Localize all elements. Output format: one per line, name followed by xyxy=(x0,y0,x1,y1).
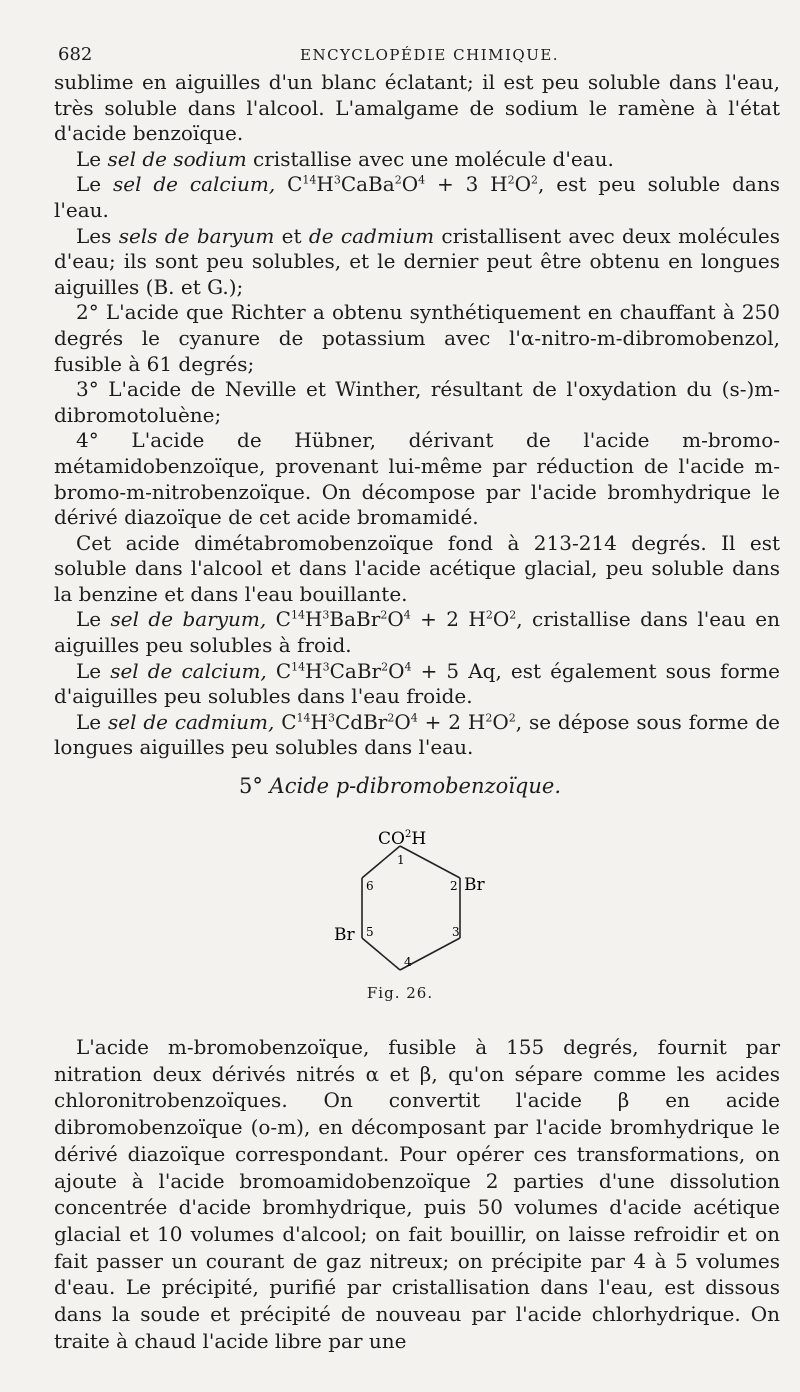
text-block-top xyxy=(54,70,780,761)
substituent-br-left: Br xyxy=(334,925,355,945)
paragraph-item-2: 2° L'acide que Richter a obtenu synthétiquement en chauffant à 250 degrés le cyanure de potassium avec l'α-nitro-m-dibromobenzol, fusible à 61 degrés; xyxy=(54,300,780,376)
section-heading xyxy=(0,774,800,798)
position-4: 4 xyxy=(404,955,412,969)
figure-caption: Fig. 26. xyxy=(366,984,434,1002)
text-block-bottom xyxy=(54,1034,780,1354)
benzene-ring-figure xyxy=(300,806,520,996)
running-title: ENCYCLOPÉDIE CHIMIQUE. xyxy=(300,46,560,64)
section-number: 5° xyxy=(238,774,263,798)
position-1: 1 xyxy=(397,853,405,867)
paragraph-cadmium-salt: Le sel de cadmium, $C^{14}H^3CdBr^2O^4 + 2$ $H^2O^2$, se dépose sous forme de longues aiguilles peu solubles dans l'eau. xyxy=(54,709,780,760)
paragraph-item-3: 3° L'acide de Neville et Winther, résultant de l'oxydation du (s-)m-dibromotoluène; xyxy=(54,377,780,427)
section-title: Acide p-dibromobenzoïque. xyxy=(269,774,562,798)
paragraph-baryum-salt: Le sel de baryum, $C^{14}H^3BaBr^2O^4 + 2$ $H^2O^2$, cristallise dans l'eau en aiguilles peu solubles à froid. xyxy=(54,607,780,658)
paragraph-sodium-salt: Le sel de sodium cristallise avec une molécule d'eau. xyxy=(76,146,614,171)
substituent-top: $CO^2H$ xyxy=(378,829,427,849)
page-number: 682 xyxy=(58,44,93,65)
paragraph-m-bromobenzoic: L'acide m-bromobenzoïque, fusible à 155 degrés, fournit par nitration deux dérivés nitrés α et β, qu'on sépare comme les acides chloronitrobenzoïques. On convertit l'acide β en acide dibromobenzoïque (o-m), en décomposant par l'acide bromhydrique le dérivé diazoïque correspondant. Pour opérer ces transformations, on ajoute à l'acide bromoamidobenzoïque 2 parties d'une dissolution concentrée d'acide bromhydrique, puis 50 volumes d'acide acétique glacial et 10 volumes d'alcool; on fait bouillir, on laisse refroidir et on fait passer un courant de gaz nitreux; on précipite par 4 à 5 volumes d'eau. Le précipité, purifié par cristallisation dans l'eau, est dissous dans la soude et précipité de nouveau par l'acide chlorhydrique. On traite à chaud l'acide libre par une xyxy=(54,1035,780,1353)
position-5: 5 xyxy=(366,925,374,939)
page-header xyxy=(58,44,780,68)
paragraph-calcium-salt-2: Le sel de calcium, $C^{14}H^3CaBr^2O^4 + 5$ Aq, est également sous forme d'aiguilles peu solubles dans l'eau froide. xyxy=(54,658,780,709)
ring-bond-6-1 xyxy=(362,846,400,878)
paragraph-baryum-cadmium-salts: Les sels de baryum et de cadmium cristallisent avec deux molécules d'eau; ils sont peu solubles, et le dernier peut être obtenu en longues aiguilles (B. et G.); xyxy=(54,223,780,299)
ring-bond-4-5 xyxy=(362,938,400,970)
paragraph-item-4: 4° L'acide de Hübner, dérivant de l'acide m-bromo-métamidobenzoïque, provenant lui-même par réduction de l'acide m-bromo-m-nitrobenzoïque. On décompose par l'acide bromhydrique le dérivé diazoïque de cet acide bromamidé. xyxy=(54,428,780,530)
position-3: 3 xyxy=(452,925,460,939)
paragraph-properties: Cet acide dimétabromobenzoïque fond à 213-214 degrés. Il est soluble dans l'alcool et dans l'acide acétique glacial, peu soluble dans la benzine et dans l'eau bouillante. xyxy=(54,530,780,606)
paragraph-calcium-salt: Le sel de calcium, $C^{14}H^3CaBa^2O^4 + 3$ $H^2O^2$, est peu soluble dans l'eau. xyxy=(54,172,781,222)
substituent-br-right: Br xyxy=(464,875,485,895)
paragraph: sublime en aiguilles d'un blanc éclatant; il est peu soluble dans l'eau, très soluble dans l'alcool. L'amalgame de sodium le ramène à l'état d'acide benzoïque. xyxy=(54,70,780,146)
ring-bond-1-2 xyxy=(400,846,460,878)
position-2: 2 xyxy=(450,879,458,893)
position-6: 6 xyxy=(366,879,374,893)
